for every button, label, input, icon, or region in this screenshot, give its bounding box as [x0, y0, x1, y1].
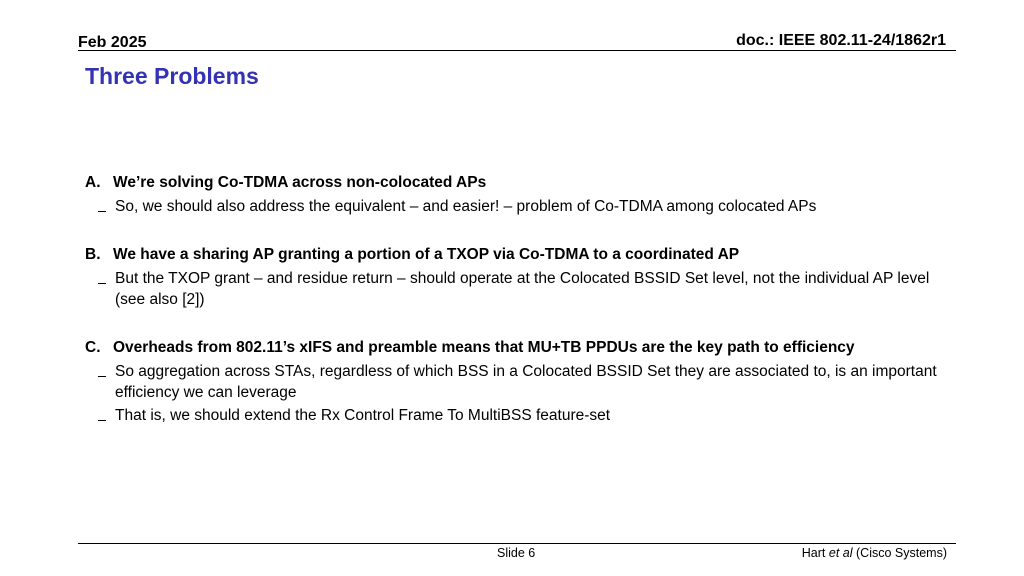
item-heading-text: We’re solving Co-TDMA across non-colocated APs [113, 174, 487, 191]
footer-author-org: (Cisco Systems) [856, 546, 947, 560]
dash-bullet-icon [85, 361, 115, 403]
footer-author [802, 546, 947, 560]
dash-bullet-icon [85, 268, 115, 310]
sub-bullet-text: But the TXOP grant – and residue return – should operate at the Colocated BSSID Set level, not the individual AP level (see also [2]) [115, 270, 930, 308]
sub-bullet-text: So aggregation across STAs, regardless of which BSS in a Colocated BSSID Set they are associated to, is an important efficiency we can leverage [115, 363, 937, 401]
sub-bullet-text: So, we should also address the equivalent – and easier! – problem of Co-TDMA among colocated APs [115, 198, 817, 215]
sub-bullet [85, 361, 955, 403]
item-heading [85, 243, 955, 266]
list-item-c [85, 336, 955, 426]
header-rule [78, 50, 956, 51]
body-list [85, 171, 955, 426]
header-date: Feb 2025 [78, 34, 147, 51]
item-heading [85, 171, 955, 194]
slide-title: Three Problems [85, 63, 259, 89]
header-doc-id: doc.: IEEE 802.11-24/1862r1 [736, 32, 946, 49]
item-heading-text: We have a sharing AP granting a portion of a TXOP via Co-TDMA to a coordinated AP [113, 246, 740, 263]
footer-rule [78, 543, 956, 544]
sub-bullet [85, 196, 955, 217]
dash-bullet-icon [85, 196, 115, 217]
list-item-b [85, 243, 955, 310]
list-item-a [85, 171, 955, 217]
footer-author-name: Hart [801, 546, 826, 560]
item-letter: A. [85, 174, 101, 191]
item-letter: B. [85, 246, 101, 263]
sub-bullet-text: That is, we should extend the Rx Control Frame To MultiBSS feature-set [115, 407, 611, 424]
footer-author-etal: et al [828, 546, 853, 560]
footer-slide-number: Slide 6 [497, 546, 536, 560]
item-letter: C. [85, 339, 101, 356]
dash-bullet-icon [85, 405, 115, 426]
sub-bullet [85, 268, 955, 310]
item-heading [85, 336, 955, 359]
sub-bullet [85, 405, 955, 426]
item-heading-text: Overheads from 802.11’s xIFS and preamble means that MU+TB PPDUs are the key path to efficiency [113, 339, 855, 356]
